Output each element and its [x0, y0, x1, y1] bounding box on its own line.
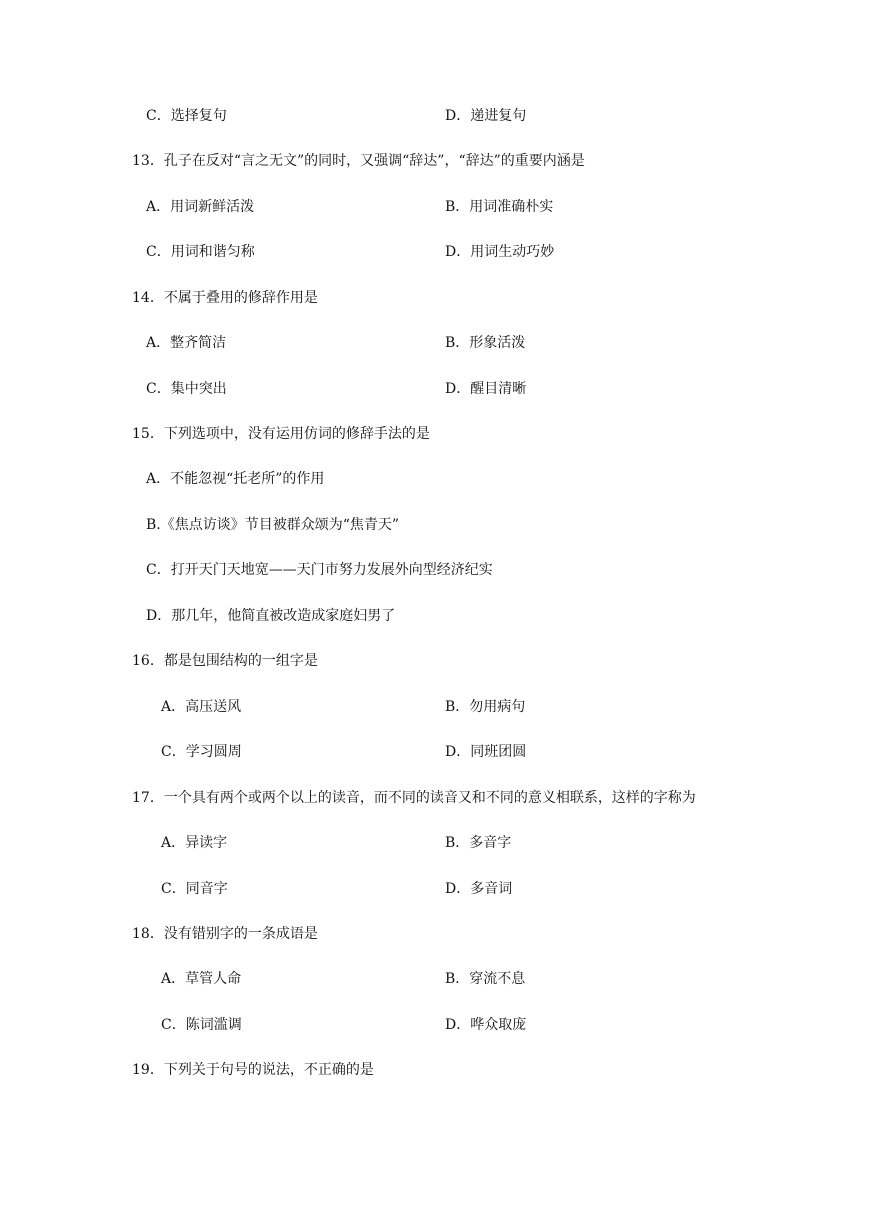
q13-option-d: D．用词生动巧妙: [445, 244, 555, 260]
q13-option-a: A．用词新鲜活泼: [146, 199, 255, 215]
q14-stem: 14．不属于叠用的修辞作用是: [132, 290, 318, 306]
q14-option-a: A．整齐简洁: [146, 335, 227, 351]
q16-option-b: B．勿用病句: [445, 699, 526, 715]
q17-option-a: A．异读字: [161, 835, 228, 851]
q18-option-c: C．陈词滥调: [161, 1017, 242, 1033]
q17-stem: 17．一个具有两个或两个以上的读音，而不同的读音又和不同的意义相联系，这样的字称为: [132, 790, 696, 806]
q18-option-b: B．穿流不息: [445, 971, 526, 987]
q13-option-c: C．用词和谐匀称: [146, 244, 255, 260]
q18-option-a: A．草管人命: [161, 971, 242, 987]
q15-option-c: C．打开天门天地宽——天门市努力发展外向型经济纪实: [146, 562, 493, 578]
q17-option-b: B．多音字: [445, 835, 512, 851]
q13-stem: 13．孔子在反对“言之无文”的同时，又强调“辞达”，“辞达”的重要内涵是: [132, 153, 585, 169]
q15-option-b: B.《焦点访谈》节目被群众颂为“焦青天”: [146, 517, 400, 533]
q15-option-a: A．不能忽视“托老所”的作用: [146, 471, 325, 487]
q16-stem: 16．都是包围结构的一组字是: [132, 653, 318, 669]
q14-option-c: C．集中突出: [146, 381, 227, 397]
q13-option-b: B．用词准确朴实: [445, 199, 554, 215]
q17-option-c: C．同音字: [161, 881, 228, 897]
q19-stem: 19．下列关于句号的说法，不正确的是: [132, 1062, 374, 1078]
q12-option-c: C．选择复句: [146, 108, 227, 124]
q16-option-d: D．同班团圆: [445, 744, 527, 760]
q17-option-d: D．多音词: [445, 881, 513, 897]
q15-stem: 15．下列选项中，没有运用仿词的修辞手法的是: [132, 426, 430, 442]
q15-option-d: D．那几年，他简直被改造成家庭妇男了: [146, 608, 396, 624]
q14-option-b: B．形象活泼: [445, 335, 526, 351]
q18-option-d: D．哗众取庞: [445, 1017, 527, 1033]
q16-option-a: A．高压送风: [161, 699, 242, 715]
q18-stem: 18．没有错别字的一条成语是: [132, 926, 318, 942]
q14-option-d: D．醒目清晰: [445, 381, 527, 397]
q12-option-d: D．递进复句: [445, 108, 527, 124]
q16-option-c: C．学习圆周: [161, 744, 242, 760]
